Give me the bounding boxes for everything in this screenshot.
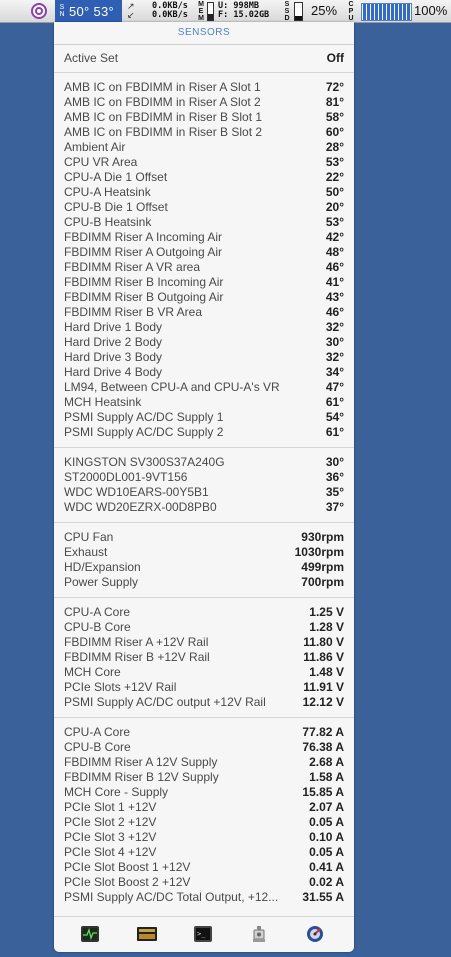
sensor-row[interactable] xyxy=(54,860,354,875)
sensor-sections xyxy=(54,73,354,912)
sensor-section xyxy=(54,718,354,912)
cpu-core-bar xyxy=(379,4,382,20)
sensor-label: AMB IC on FBDIMM in Riser A Slot 1 xyxy=(64,80,261,94)
sensor-row[interactable] xyxy=(54,755,354,770)
sensor-value: 11.91 V xyxy=(303,680,344,694)
disk-utility-icon[interactable] xyxy=(305,925,325,943)
sensor-label: FBDIMM Riser A Outgoing Air xyxy=(64,245,223,259)
sensor-label: ST2000DL001-9VT156 xyxy=(64,470,188,484)
sensor-value: 53° xyxy=(325,155,344,169)
sensor-label: Power Supply xyxy=(64,575,139,589)
sensor-value: 1.28 V xyxy=(309,620,344,634)
cpu-core-bar xyxy=(371,4,374,20)
console-icon[interactable] xyxy=(136,925,158,943)
memory-bar-fill xyxy=(208,14,213,20)
sensor-label: PCIe Slot 4 +12V xyxy=(64,845,157,859)
sensor-section xyxy=(54,598,354,718)
sensor-value: 0.41 A xyxy=(309,860,344,874)
sensor-label: FBDIMM Riser B 12V Supply xyxy=(64,770,219,784)
sensor-value: 700rpm xyxy=(301,575,344,589)
system-profiler-icon[interactable] xyxy=(249,925,269,943)
sensor-row[interactable] xyxy=(54,455,354,470)
sensor-value: 1.25 V xyxy=(309,605,344,619)
sensor-value: 11.80 V xyxy=(303,635,344,649)
sensor-row[interactable] xyxy=(54,110,354,125)
sensor-row[interactable] xyxy=(54,800,354,815)
sensor-label: PSMI Supply AC/DC output +12V Rail xyxy=(64,695,266,709)
sensor-row[interactable] xyxy=(54,140,354,155)
terminal-icon[interactable] xyxy=(193,925,213,943)
sensor-value: 61° xyxy=(325,395,344,409)
sensor-row[interactable] xyxy=(54,125,354,140)
sensor-row[interactable] xyxy=(54,620,354,635)
memory-free: F: 15.02GB xyxy=(218,10,270,20)
sensor-row[interactable] xyxy=(54,260,354,275)
temperature-readout: 50° 53° xyxy=(69,3,115,19)
sensor-value: 0.05 A xyxy=(309,815,344,829)
network-download-rate: 0.0KB/s xyxy=(152,10,188,20)
memory-used: U: 998MB xyxy=(218,1,259,11)
sensor-value: 0.05 A xyxy=(309,845,344,859)
temperature-menu-item[interactable] xyxy=(55,0,122,22)
svg-text:>_: >_ xyxy=(197,930,206,938)
sensor-label: AMB IC on FBDIMM in Riser B Slot 1 xyxy=(64,110,263,124)
sensor-value: 53° xyxy=(325,215,344,229)
sensor-value: 12.12 V xyxy=(302,695,344,709)
sensor-value: 37° xyxy=(325,500,344,514)
sensor-value: 61° xyxy=(325,425,344,439)
cpu-core-bar xyxy=(363,4,366,20)
cpu-core-bar xyxy=(403,4,406,20)
sensor-label: FBDIMM Riser A Incoming Air xyxy=(64,230,223,244)
sensor-row[interactable] xyxy=(54,890,354,905)
sensor-value: 60° xyxy=(325,125,344,139)
active-set-value: Off xyxy=(326,51,344,65)
sensor-value: 43° xyxy=(325,290,344,304)
sensor-label: LM94, Between CPU-A and CPU-A's VR xyxy=(64,380,280,394)
cpu-core-bar xyxy=(367,4,370,20)
sensor-value: 50° xyxy=(325,185,344,199)
sensor-value: 76.38 A xyxy=(302,740,344,754)
sensor-value: 46° xyxy=(325,305,344,319)
sensor-value: 34° xyxy=(325,365,344,379)
sensor-value: 35° xyxy=(325,485,344,499)
network-menu-item[interactable] xyxy=(127,0,191,22)
sensor-row[interactable] xyxy=(54,365,354,380)
sensor-label: MCH Heatsink xyxy=(64,395,142,409)
sensor-value: 32° xyxy=(325,350,344,364)
sensor-value: 46° xyxy=(325,260,344,274)
sensor-value: 20° xyxy=(325,200,344,214)
sensor-label: WDC WD10EARS-00Y5B1 xyxy=(64,485,209,499)
sensor-value: 0.10 A xyxy=(309,830,344,844)
cpu-bars xyxy=(361,3,412,21)
sensor-value: 31.55 A xyxy=(302,890,344,904)
sensor-row[interactable] xyxy=(54,290,354,305)
sensor-row[interactable] xyxy=(54,275,354,290)
memory-bar xyxy=(207,2,214,21)
sensor-label: CPU-A Core xyxy=(64,725,131,739)
sensor-row[interactable] xyxy=(54,560,354,575)
sensor-label: CPU-B Heatsink xyxy=(64,215,152,229)
sensor-label: CPU-A Heatsink xyxy=(64,185,151,199)
sensor-label: CPU VR Area xyxy=(64,155,138,169)
sensor-label: PCIe Slots +12V Rail xyxy=(64,680,177,694)
sensor-label: PSMI Supply AC/DC Supply 1 xyxy=(64,410,224,424)
sensor-label: FBDIMM Riser B Incoming Air xyxy=(64,275,224,289)
sensor-row[interactable] xyxy=(54,335,354,350)
sensor-row[interactable] xyxy=(54,545,354,560)
sensor-value: 58° xyxy=(325,110,344,124)
sensor-row[interactable] xyxy=(54,845,354,860)
sensor-label: MCH Core - Supply xyxy=(64,785,169,799)
sensor-row[interactable] xyxy=(54,305,354,320)
sensor-value: 2.68 A xyxy=(309,755,344,769)
sensor-label: HD/Expansion xyxy=(64,560,141,574)
sensor-row[interactable] xyxy=(54,95,354,110)
cpu-menu-item[interactable] xyxy=(347,0,451,22)
sensor-label: CPU-B Core xyxy=(64,620,131,634)
sensor-label: AMB IC on FBDIMM in Riser B Slot 2 xyxy=(64,125,263,139)
sensor-value: 2.07 A xyxy=(309,800,344,814)
sensor-label: CPU-B Core xyxy=(64,740,131,754)
cpu-core-bar xyxy=(375,4,378,20)
sensor-value: 30° xyxy=(325,455,344,469)
sensor-value: 0.02 A xyxy=(309,875,344,889)
disk-menu-item[interactable] xyxy=(283,0,343,22)
sensor-row[interactable] xyxy=(54,725,354,740)
sensor-value: 32° xyxy=(325,320,344,334)
sensor-label: PCIe Slot Boost 1 +12V xyxy=(64,860,191,874)
disk-bar-fill xyxy=(295,16,302,20)
sensor-value: 47° xyxy=(325,380,344,394)
sensor-row[interactable] xyxy=(54,770,354,785)
sensor-label: Hard Drive 1 Body xyxy=(64,320,163,334)
sensor-label: CPU Fan xyxy=(64,530,114,544)
sensor-label: PCIe Slot 2 +12V xyxy=(64,815,157,829)
sensor-row[interactable] xyxy=(54,695,354,710)
sensor-row[interactable] xyxy=(54,530,354,545)
sensor-label: Hard Drive 3 Body xyxy=(64,350,163,364)
sensor-row[interactable] xyxy=(54,635,354,650)
sensor-row[interactable] xyxy=(54,320,354,335)
sensor-section xyxy=(54,448,354,523)
sensor-row[interactable] xyxy=(54,350,354,365)
istat-logo-icon[interactable] xyxy=(30,2,48,20)
sensor-value: 28° xyxy=(325,140,344,154)
sensor-section xyxy=(54,523,354,598)
sensor-row[interactable] xyxy=(54,830,354,845)
cpu-core-bar xyxy=(407,4,410,20)
sensors-dropdown-panel xyxy=(54,22,354,952)
sensor-row[interactable] xyxy=(54,245,354,260)
sensor-label: CPU-A Die 1 Offset xyxy=(64,170,168,184)
sensor-value: 930rpm xyxy=(301,530,344,544)
sensor-row[interactable] xyxy=(54,740,354,755)
sensor-value: 77.82 A xyxy=(302,725,344,739)
sensor-row[interactable] xyxy=(54,650,354,665)
sensor-row[interactable] xyxy=(54,410,354,425)
sensor-row[interactable] xyxy=(54,185,354,200)
sensor-value: 48° xyxy=(325,245,344,259)
disk-tag: S S D xyxy=(284,1,290,22)
sensor-row[interactable] xyxy=(54,155,354,170)
sensor-row[interactable] xyxy=(54,500,354,515)
sensor-row[interactable] xyxy=(54,80,354,95)
sensor-row[interactable] xyxy=(54,785,354,800)
sensor-row[interactable] xyxy=(54,170,354,185)
cpu-percent: 100% xyxy=(414,3,448,18)
sensor-row[interactable] xyxy=(54,395,354,410)
sensor-label: Ambient Air xyxy=(64,140,126,154)
sensor-row[interactable] xyxy=(54,665,354,680)
panel-title: SENSORS xyxy=(54,22,354,45)
panel-toolbar xyxy=(54,916,354,953)
menu-bar xyxy=(0,0,451,23)
sensors-tag: S N xyxy=(59,4,64,18)
sensor-row[interactable] xyxy=(54,680,354,695)
active-set-row[interactable] xyxy=(54,45,354,73)
sensor-value: 30° xyxy=(325,335,344,349)
sensor-label: FBDIMM Riser A 12V Supply xyxy=(64,755,218,769)
sensor-value: 72° xyxy=(325,80,344,94)
sensor-label: PCIe Slot 1 +12V xyxy=(64,800,157,814)
activity-monitor-icon[interactable] xyxy=(80,925,100,943)
sensor-label: CPU-A Core xyxy=(64,605,131,619)
active-set-label: Active Set xyxy=(64,51,119,65)
sensor-row[interactable] xyxy=(54,200,354,215)
sensor-value: 36° xyxy=(325,470,344,484)
sensor-label: PSMI Supply AC/DC Supply 2 xyxy=(64,425,224,439)
sensor-value: 1030rpm xyxy=(294,545,344,559)
sensor-label: AMB IC on FBDIMM in Riser A Slot 2 xyxy=(64,95,261,109)
sensor-label: Hard Drive 4 Body xyxy=(64,365,163,379)
sensor-value: 22° xyxy=(325,170,344,184)
disk-percent: 25% xyxy=(311,3,338,18)
sensor-value: 15.85 A xyxy=(302,785,344,799)
sensor-value: 54° xyxy=(325,410,344,424)
sensor-value: 1.48 V xyxy=(309,665,344,679)
sensor-value: 499rpm xyxy=(301,560,344,574)
network-arrows-icon: ↗ ↙ xyxy=(127,1,135,20)
sensor-row[interactable] xyxy=(54,815,354,830)
cpu-core-bar xyxy=(391,4,394,20)
sensor-value: 11.86 V xyxy=(303,650,344,664)
sensor-label: FBDIMM Riser B Outgoing Air xyxy=(64,290,224,304)
sensor-label: CPU-B Die 1 Offset xyxy=(64,200,168,214)
cpu-core-bar xyxy=(399,4,402,20)
sensor-value: 1.58 A xyxy=(309,770,344,784)
sensor-label: PCIe Slot Boost 2 +12V xyxy=(64,875,191,889)
sensor-value: 81° xyxy=(325,95,344,109)
sensor-row[interactable] xyxy=(54,380,354,395)
network-upload-rate: 0.0KB/s xyxy=(152,1,188,11)
sensor-label: Hard Drive 2 Body xyxy=(64,335,163,349)
disk-bar xyxy=(294,2,303,21)
sensor-row[interactable] xyxy=(54,605,354,620)
sensor-row[interactable] xyxy=(54,215,354,230)
sensor-value: 41° xyxy=(325,275,344,289)
sensor-label: MCH Core xyxy=(64,665,121,679)
memory-tag: M E M xyxy=(198,1,204,22)
sensor-label: PSMI Supply AC/DC Total Output, +12... xyxy=(64,890,279,904)
sensor-row[interactable] xyxy=(54,875,354,890)
sensor-label: WDC WD20EZRX-00D8PB0 xyxy=(64,500,217,514)
sensor-row[interactable] xyxy=(54,485,354,500)
sensor-row[interactable] xyxy=(54,470,354,485)
memory-menu-item[interactable] xyxy=(197,0,270,22)
sensor-label: FBDIMM Riser A VR area xyxy=(64,260,201,274)
sensor-value: 42° xyxy=(325,230,344,244)
sensor-row[interactable] xyxy=(54,230,354,245)
sensor-row[interactable] xyxy=(54,425,354,440)
sensor-section xyxy=(54,73,354,448)
sensor-label: PCIe Slot 3 +12V xyxy=(64,830,157,844)
sensor-label: FBDIMM Riser B VR Area xyxy=(64,305,203,319)
cpu-core-bar xyxy=(383,4,386,20)
sensor-label: FBDIMM Riser B +12V Rail xyxy=(64,650,210,664)
cpu-core-bar xyxy=(387,4,390,20)
sensor-label: Exhaust xyxy=(64,545,108,559)
sensor-label: KINGSTON SV300S37A240G xyxy=(64,455,225,469)
cpu-core-bar xyxy=(395,4,398,20)
sensor-row[interactable] xyxy=(54,575,354,590)
cpu-tag: C P U xyxy=(348,1,354,22)
sensor-label: FBDIMM Riser A +12V Rail xyxy=(64,635,209,649)
